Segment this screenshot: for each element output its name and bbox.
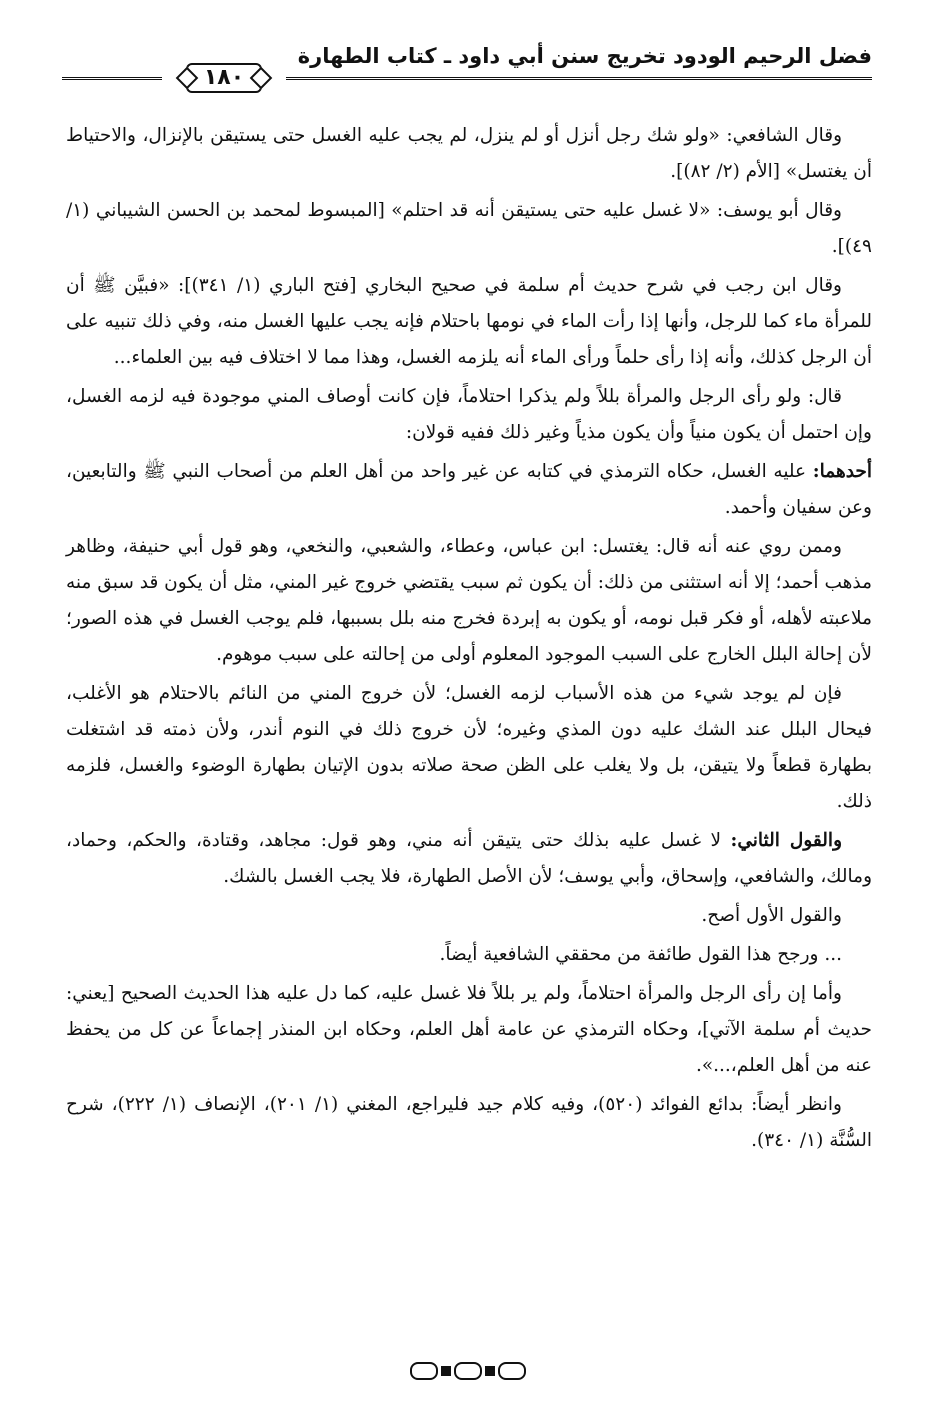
page-number-frame [162, 64, 286, 92]
paragraph: وممن روي عنه أنه قال: يغتسل: ابن عباس، وعطاء، والشعبي، والنخعي، وهو قول أبي حنيفة، وظاهر مذهب أحمد؛ إلا أنه استثنى من ذلك: أن يكون ثم سبب يقتضي خروج غير المني، مثل أن يكون قد سبق منه ملاعبته لأهله، أو فكر قبل نومه، أو يكون به إبردة فخرج منه بلل بسببها، فلم يوجب الغسل في هذه الصور؛ لأن إحالة البلل الخارج على السبب الموجود المعلوم أولى من إحالته على سبب موهوم. [66, 536, 872, 665]
paragraph: فإن لم يوجد شيء من هذه الأسباب لزمه الغسل؛ لأن خروج المني من النائم بالاحتلام هو الأغلب، فيحال البلل عند الشك عليه دون المذي وغيره؛ لأن خروج ذلك في النوم أندر، ولأن ذمته قد اشتغلت بطهارة قطعاً ولا يتيقن، بل ولا يغلب على الظن صحة صلاته بدون الإتيان بطهارة الوضوء والغسل، فلزمه ذلك. [66, 683, 872, 812]
paragraph: وقال الشافعي: «ولو شك رجل أنزل أو لم ينزل، لم يجب عليه الغسل حتى يستيقن بالإنزال، والاحتياط أن يغتسل» [الأم (٢/ ٨٢)]. [66, 125, 872, 182]
page-number: ١٨٠ [186, 63, 262, 93]
paragraph: ... ورجح هذا القول طائفة من محققي الشافعية أيضاً. [439, 944, 842, 965]
paragraph: وقال أبو يوسف: «لا غسل عليه حتى يستيقن أنه قد احتلم» [المبسوط لمحمد بن الحسن الشيباني (١/ ٤٩)]. [66, 200, 872, 257]
paragraph: والقول الأول أصح. [701, 905, 842, 926]
ornament-loop-icon [410, 1362, 438, 1380]
running-title: فضل الرحيم الودود تخريج سنن أبي داود ـ كتاب الطهارة [297, 44, 872, 68]
ornament-square-icon [441, 1366, 451, 1376]
paragraph: أحدهما: عليه الغسل، حكاه الترمذي في كتابه عن غير واحد من أهل العلم من أصحاب النبي ﷺ والتابعين، وعن سفيان وأحمد. [66, 461, 872, 518]
ornament-loop-icon [498, 1362, 526, 1380]
paragraph: قال: ولو رأى الرجل والمرأة بللاً ولم يذكرا احتلاماً، فإن كانت أوصاف المني موجودة فيه لزمه الغسل، وإن احتمل أن يكون منياً وأن يكون مذياً وغير ذلك ففيه قولان: [66, 386, 872, 443]
end-ornament [395, 1358, 540, 1384]
ornament-square-icon [485, 1366, 495, 1376]
paragraph-lead: أحدهما: [812, 461, 872, 482]
paragraph: وقال ابن رجب في شرح حديث أم سلمة في صحيح البخاري [فتح الباري (١/ ٣٤١)]: «فبيَّن ﷺ أن للمرأة ماء كما للرجل، وأنها إذا رأت الماء في نومها باحتلام فإنه يجب عليها الغسل منه، وفي ذلك تنبيه على أن الرجل كذلك، وأنه إذا رأى حلماً ورأى الماء أنه يلزمه الغسل، وهذا مما لا اختلاف فيه بين العلماء... [66, 275, 872, 368]
page-header [62, 40, 872, 92]
paragraph: وانظر أيضاً: بدائع الفوائد (٥٢٠)، وفيه كلام جيد فليراجع، المغني (١/ ٢٠١)، الإنصاف (١/ ٢٢٢)، شرح السُّنَّة (١/ ٣٤٠). [66, 1094, 872, 1151]
paragraph: وأما إن رأى الرجل والمرأة احتلاماً، ولم ير بللاً فلا غسل عليه، كما دل عليه هذا الحديث الصحيح [يعني: حديث أم سلمة الآتي]، وحكاه الترمذي عن عامة أهل العلم، وحكاه ابن المنذر إجماعاً عن كل من يحفظ عنه من أهل العلم،...». [66, 983, 872, 1076]
paragraph: والقول الثاني: لا غسل عليه بذلك حتى يتيقن أنه مني، وهو قول: مجاهد، وقتادة، والحكم، وحماد، ومالك، والشافعي، وإسحاق، وأبي يوسف؛ لأن الأصل الطهارة، فلا يجب الغسل بالشك. [66, 830, 872, 887]
body-text [66, 118, 872, 1162]
ornament-loop-icon [454, 1362, 482, 1380]
paragraph-lead: والقول الثاني: [730, 830, 843, 851]
